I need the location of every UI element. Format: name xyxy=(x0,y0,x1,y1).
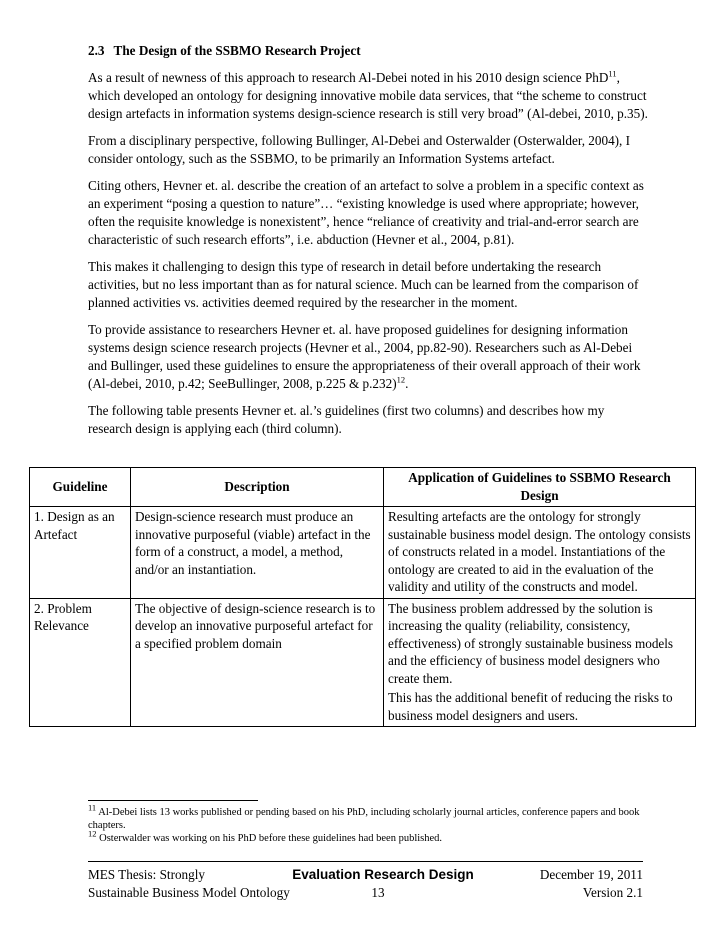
guidelines-table xyxy=(29,467,696,727)
footer-left-line-2: Sustainable Business Model Ontology xyxy=(88,885,290,900)
cell-application-text: Resulting artefacts are the ontology for strongly sustainable business model design. The ontology consists of constructs related in a model. Instantiations of the ontology are created to aid in the evaluation of the validity and utility of the constructs and model. xyxy=(388,509,691,594)
footnote-12 xyxy=(88,828,648,845)
paragraph-1-text-a: As a result of newness of this approach to research Al-Debei noted in his 2010 design science PhD xyxy=(88,70,609,85)
header-guideline: Guideline xyxy=(30,468,131,507)
footer-date-version xyxy=(443,866,643,902)
cell-description: Design-science research must produce an innovative purposeful (viable) artefact in the form of a construct, a model, a method, and/or an instantiation. xyxy=(131,507,384,599)
cell-application-text: This has the additional benefit of reducing the risks to business model designers and users. xyxy=(388,690,673,723)
section-heading xyxy=(88,42,648,60)
section-number: 2.3 xyxy=(88,43,105,58)
guidelines-table-container xyxy=(29,467,695,727)
paragraph-5-text-b: . xyxy=(405,376,409,391)
table-header-row xyxy=(30,468,696,507)
cell-application-text: The business problem addressed by the solution is increasing the quality (reliability, consistency, effectiveness) of strongly sustainable business models and the efficiency of business model designers who create them. xyxy=(388,600,674,686)
footnotes xyxy=(88,802,648,845)
paragraph-1 xyxy=(88,69,648,123)
footer-chapter-title: Evaluation Research Design xyxy=(292,867,474,882)
cell-description: The objective of design-science research is to develop an innovative purposeful artefact for a specified problem domain xyxy=(131,598,384,727)
table-row xyxy=(30,598,696,727)
footnote-ref-11[interactable]: 11 xyxy=(608,68,617,79)
footer-separator xyxy=(88,861,643,862)
cell-application xyxy=(384,598,696,727)
footnote-number: 12 xyxy=(88,828,97,839)
header-application: Application of Guidelines to SSBMO Research Design xyxy=(384,468,696,507)
body-content xyxy=(88,42,648,447)
footnote-text: Osterwalder was working on his PhD before these guidelines had been published. xyxy=(99,833,443,844)
paragraph-3: Citing others, Hevner et. al. describe the creation of an artefact to solve a problem in a specific context as an experiment “posing a question to nature”… “existing knowledge is used where appropriate; however, often the requisite knowledge is nonexistent”, hence “reliance of creativity and trial-and-error search are characteristic of such research efforts”, i.e. abduction (Hevner et al., 2004, p.81). xyxy=(88,178,644,247)
paragraph-6: The following table presents Hevner et. al.’s guidelines (first two columns) and describes how my research design is applying each (third column). xyxy=(88,403,605,436)
section-title: The Design of the SSBMO Research Project xyxy=(113,43,361,58)
cell-guideline: 2. Problem Relevance xyxy=(30,598,131,727)
header-description: Description xyxy=(131,468,384,507)
footer-version: Version 2.1 xyxy=(582,885,643,900)
footnote-number: 11 xyxy=(88,802,97,813)
footnote-text: Al-Debei lists 13 works published or pending based on his PhD, including scholarly journal articles, conference papers and book chapters. xyxy=(88,807,640,831)
cell-application xyxy=(384,507,696,599)
footer-date: December 19, 2011 xyxy=(539,867,643,882)
paragraph-5-text-a: To provide assistance to researchers Hevner et. al. have proposed guidelines for designing information systems design science research projects (Hevner et al., 2004, pp.82-90). Researchers such as Al-Debei and Bullinger, used these guidelines to ensure the appropriateness of their overall approach of their work (Al-debei, 2010, p.42; SeeBullinger, 2008, p.225 & p.232) xyxy=(88,322,641,391)
table-row xyxy=(30,507,696,599)
footnote-11 xyxy=(88,802,648,832)
cell-guideline: 1. Design as an Artefact xyxy=(30,507,131,599)
paragraph-1-text-b: , which developed an ontology for designing innovative mobile data services, that “the scheme to construct design artefacts in information systems design-science research is still very broad” (Al-debei, 2010, p.35). xyxy=(88,70,648,121)
paragraph-5 xyxy=(88,321,648,393)
footnote-separator xyxy=(88,800,258,801)
paragraph-4: This makes it challenging to design this type of research in detail before undertaking the research activities, but no less important than as for natural science. Much can be learned from the comparison of planned activities vs. activities deemed required by the researcher in the moment. xyxy=(88,259,639,310)
footer-left-line-1: MES Thesis: Strongly xyxy=(88,867,205,882)
page-number: 13 xyxy=(371,885,385,900)
paragraph-2: From a disciplinary perspective, following Bullinger, Al-Debei and Osterwalder (Osterwalder, 2004), I consider ontology, such as the SSBMO, to be primarily an Information Systems artefact. xyxy=(88,133,631,166)
footnote-ref-12[interactable]: 12 xyxy=(396,374,406,385)
